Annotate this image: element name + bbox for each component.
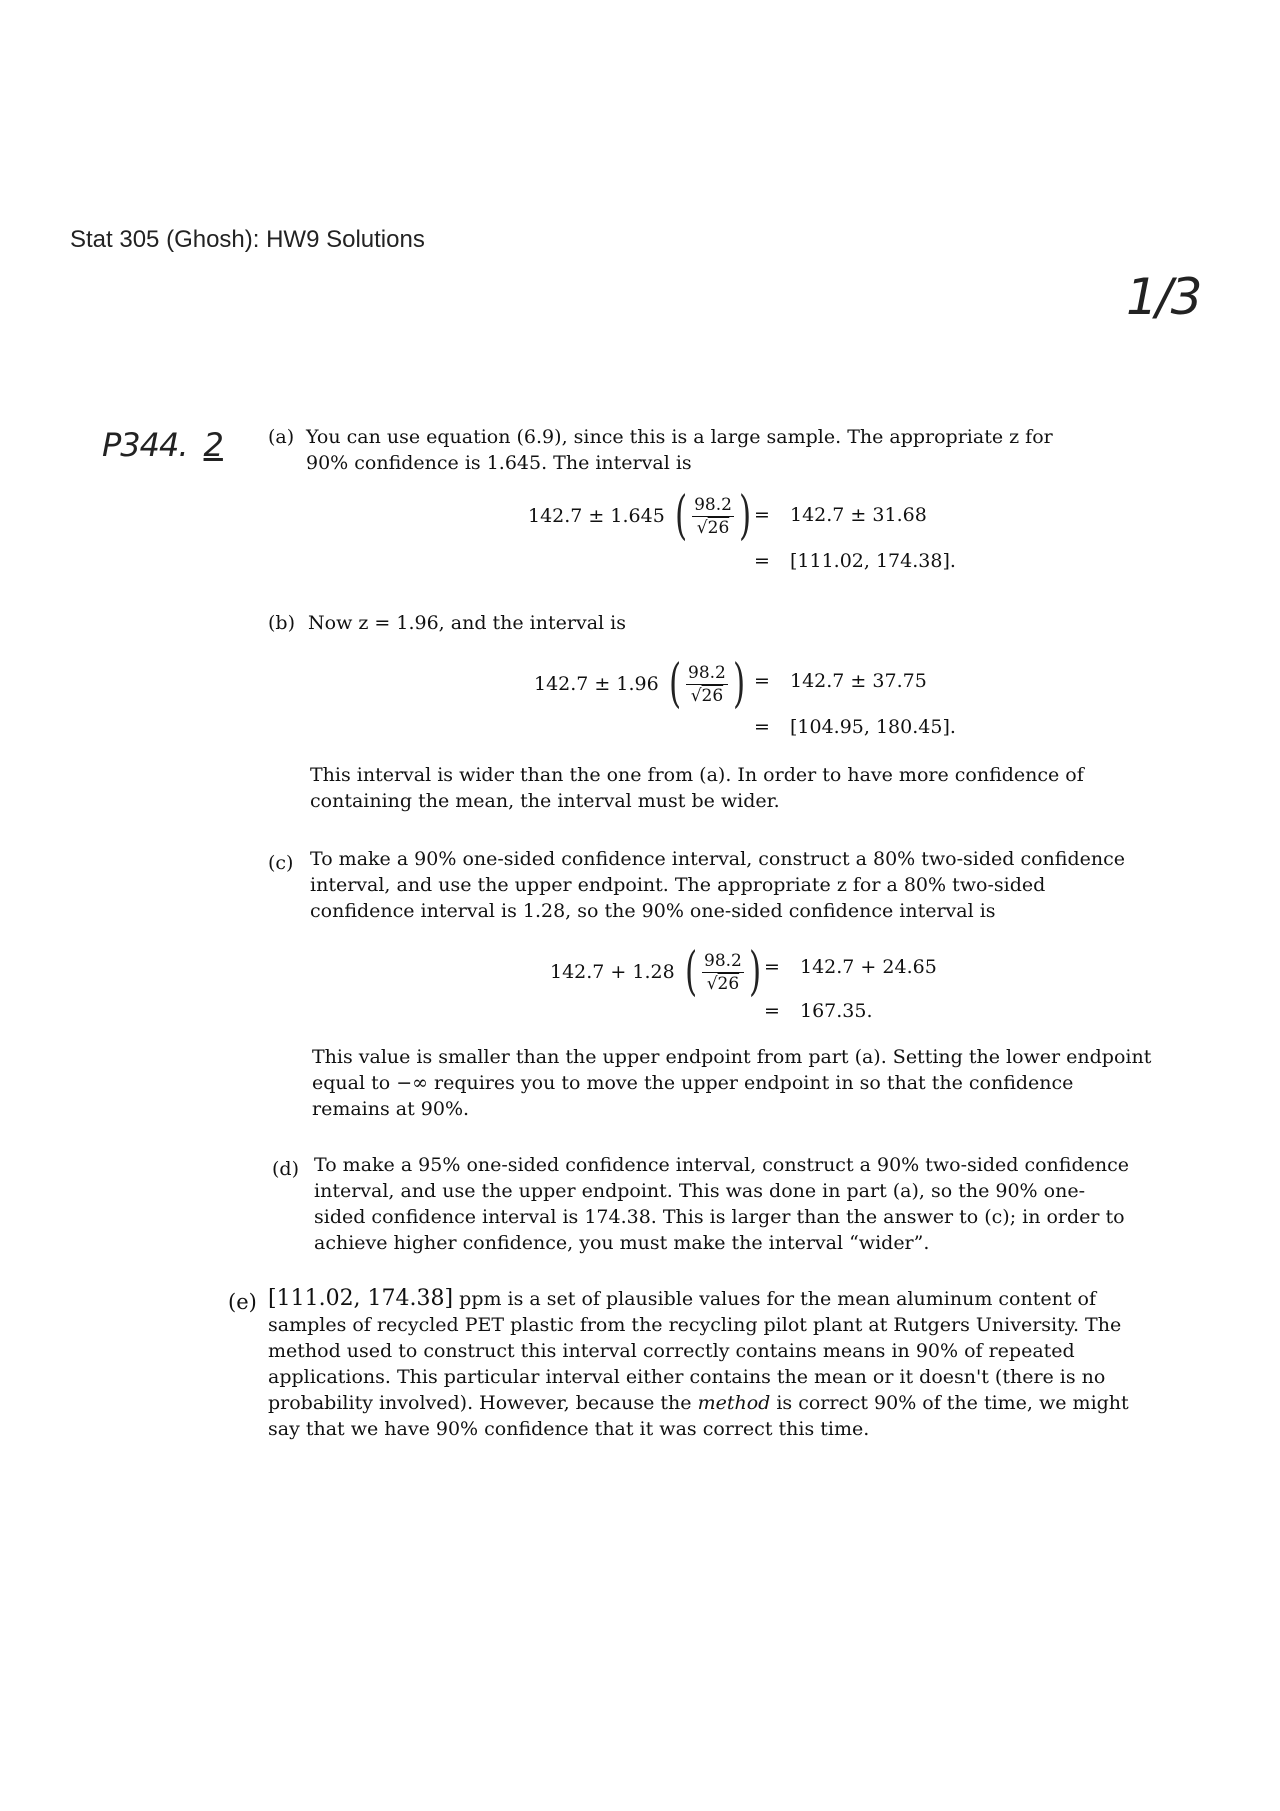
part-a-label: (a) [268, 426, 295, 448]
part-a-text: You can use equation (6.9), since this is a large sample. The appropriate z for 90% confidence is 1.645. The interval is [306, 426, 1053, 474]
part-d-label: (d) [272, 1158, 299, 1180]
part-c-equation [550, 942, 765, 1002]
page-number: 1/3 [1126, 268, 1201, 326]
sqrt-symbol: √ [690, 685, 702, 706]
part-c-label: (c) [268, 852, 294, 874]
part-b-label: (b) [268, 612, 295, 634]
part-a-denominator: 26 [707, 517, 730, 538]
part-b-equation [534, 654, 749, 714]
equals-sign: = [754, 504, 770, 526]
problem-label: P344. [102, 426, 188, 464]
part-b-denominator: 26 [701, 685, 724, 706]
part-a-equation [528, 486, 755, 546]
page-header: Stat 305 (Ghosh): HW9 Solutions [70, 226, 425, 253]
part-c-result-1: 142.7 + 24.65 [800, 956, 937, 978]
sqrt-symbol: √ [706, 973, 718, 994]
equals-sign: = [764, 956, 780, 978]
equals-sign: = [764, 1000, 780, 1022]
part-d-text: To make a 95% one-sided confidence interval, construct a 90% two-sided confidence interval, and use the upper endpoint. This was done in part (a), so the 90% one-sided confidence interval is 174.38. This is larger than the answer to (c); in order to achieve higher confidence, you must make the interval “wider”. [314, 1154, 1129, 1254]
part-b-text: Now z = 1.96, and the interval is [308, 612, 626, 634]
equals-sign: = [754, 550, 770, 572]
part-a-numerator: 98.2 [694, 494, 732, 515]
problem-number [102, 426, 223, 464]
part-c-numerator: 98.2 [704, 950, 742, 971]
equals-sign: = [754, 670, 770, 692]
part-c-followup: This value is smaller than the upper endpoint from part (a). Setting the lower endpoint equal to −∞ requires you to move the upper endpoint in so that the confidence remains at 90%. [312, 1046, 1152, 1120]
part-e-method-word: method [697, 1392, 771, 1414]
part-a-result-2: [111.02, 174.38]. [790, 550, 956, 572]
equals-sign: = [754, 716, 770, 738]
part-c-lhs: 142.7 + 1.28 [550, 961, 675, 983]
part-c-result-2: 167.35. [800, 1000, 873, 1022]
part-b-result-1: 142.7 ± 37.75 [790, 670, 927, 692]
part-e-text-2: is correct 90% of the time, we might say that we have 90% confidence that it was correct this time. [268, 1392, 1129, 1440]
part-e-text-1: ppm is a set of plausible values for the mean aluminum content of samples of recycled PET plastic from the recycling pilot plant at Rutgers University. The method used to construct this interval correctly contains means in 90% of repeated applications. This particular interval either contains the mean or it doesn't (there is no probability involved). However, because the [268, 1288, 1122, 1414]
sqrt-symbol: √ [696, 517, 708, 538]
part-a-fraction: ( $\frac{98.2}{√26}$ ) [674, 486, 752, 546]
part-b-lhs: 142.7 ± 1.96 [534, 673, 659, 695]
part-c-denominator: 26 [717, 973, 740, 994]
part-c-text: To make a 90% one-sided confidence interval, construct a 80% two-sided confidence interval, and use the upper endpoint. The appropriate z for a 80% two-sided confidence interval is 1.28, so the 90% one-sided confidence interval is [310, 848, 1125, 922]
part-e-interval: [111.02, 174.38] [268, 1286, 454, 1311]
part-e-label: (e) [228, 1290, 257, 1314]
part-e-text [268, 1286, 1160, 1442]
problem-num: 2 [203, 426, 223, 464]
part-a-lhs: 142.7 ± 1.645 [528, 505, 665, 527]
part-b-result-2: [104.95, 180.45]. [790, 716, 956, 738]
part-a-result-1: 142.7 ± 31.68 [790, 504, 927, 526]
part-c-fraction: ( $\frac{98.2}{√26}$ ) [684, 942, 762, 1002]
part-b-followup: This interval is wider than the one from (a). In order to have more confidence of containing the mean, the interval must be wider. [310, 764, 1084, 812]
part-b-fraction: ( $\frac{98.2}{√26}$ ) [668, 654, 746, 714]
part-b-numerator: 98.2 [688, 662, 726, 683]
